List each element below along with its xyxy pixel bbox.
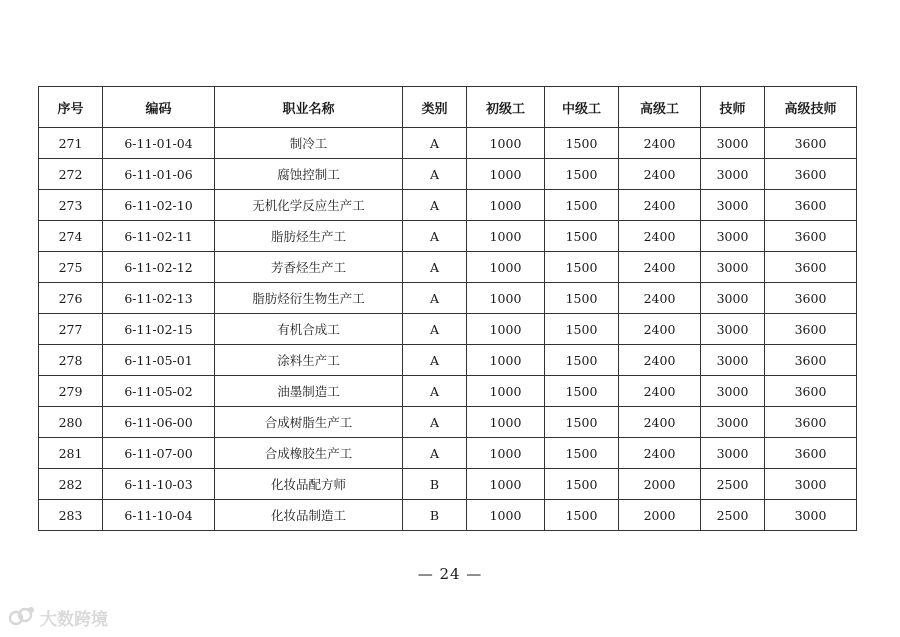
table-cell: 1500 — [545, 314, 619, 345]
table-cell: 3600 — [765, 221, 857, 252]
table-cell: 1000 — [467, 438, 545, 469]
table-row — [39, 190, 857, 221]
table-cell: 芳香烃生产工 — [215, 252, 403, 283]
table-cell: 3600 — [765, 128, 857, 159]
table-cell: 无机化学反应生产工 — [215, 190, 403, 221]
table-row — [39, 407, 857, 438]
table-cell: 1000 — [467, 469, 545, 500]
table-cell: 279 — [39, 376, 103, 407]
table-cell: 1500 — [545, 376, 619, 407]
table-cell: 6-11-06-00 — [103, 407, 215, 438]
watermark-logo-icon — [8, 605, 36, 629]
table-cell: 1500 — [545, 252, 619, 283]
table-cell: 2000 — [619, 500, 701, 531]
table-cell: A — [403, 345, 467, 376]
table-row — [39, 469, 857, 500]
table-cell: 1000 — [467, 159, 545, 190]
table-cell: 2400 — [619, 438, 701, 469]
watermark — [8, 603, 108, 631]
table-row — [39, 283, 857, 314]
table-cell: 3000 — [701, 190, 765, 221]
table-cell: 涂料生产工 — [215, 345, 403, 376]
table-cell: 3600 — [765, 159, 857, 190]
table-cell: 1500 — [545, 500, 619, 531]
header-cell: 初级工 — [467, 87, 545, 128]
table-cell: 273 — [39, 190, 103, 221]
table-cell: 272 — [39, 159, 103, 190]
table-cell: 2400 — [619, 252, 701, 283]
table-body — [39, 128, 857, 531]
table-cell: 1000 — [467, 407, 545, 438]
header-cell: 高级工 — [619, 87, 701, 128]
table-cell: 278 — [39, 345, 103, 376]
table-cell: 1000 — [467, 283, 545, 314]
table-cell: 6-11-07-00 — [103, 438, 215, 469]
table-cell: 3000 — [701, 345, 765, 376]
table-cell: 1500 — [545, 345, 619, 376]
table-cell: 合成橡胶生产工 — [215, 438, 403, 469]
table-cell: 2500 — [701, 469, 765, 500]
table-cell: 6-11-05-01 — [103, 345, 215, 376]
table-cell: 3600 — [765, 252, 857, 283]
table-cell: A — [403, 438, 467, 469]
table-cell: 3000 — [765, 500, 857, 531]
table-cell: 3000 — [701, 221, 765, 252]
table-cell: 化妆品制造工 — [215, 500, 403, 531]
table-cell: 2400 — [619, 345, 701, 376]
table-cell: A — [403, 221, 467, 252]
table-row — [39, 159, 857, 190]
header-cell: 编码 — [103, 87, 215, 128]
table-cell: 1000 — [467, 221, 545, 252]
table-row — [39, 128, 857, 159]
table-cell: A — [403, 314, 467, 345]
table-cell: A — [403, 252, 467, 283]
header-cell: 高级技师 — [765, 87, 857, 128]
table-cell: 6-11-02-13 — [103, 283, 215, 314]
table-cell: A — [403, 376, 467, 407]
table-cell: 3600 — [765, 345, 857, 376]
table-cell: 275 — [39, 252, 103, 283]
table-cell: 6-11-01-04 — [103, 128, 215, 159]
table-cell: 脂肪烃生产工 — [215, 221, 403, 252]
table-cell: 277 — [39, 314, 103, 345]
table-cell: 281 — [39, 438, 103, 469]
table-cell: 3000 — [701, 438, 765, 469]
occupation-table-container — [38, 86, 856, 531]
watermark-text: 大数跨境 — [40, 609, 108, 630]
table-cell: 2400 — [619, 159, 701, 190]
table-cell: A — [403, 190, 467, 221]
table-cell: 1500 — [545, 438, 619, 469]
table-cell: 1500 — [545, 221, 619, 252]
table-row — [39, 252, 857, 283]
table-cell: 283 — [39, 500, 103, 531]
table-cell: 3600 — [765, 438, 857, 469]
table-cell: A — [403, 128, 467, 159]
table-cell: 2400 — [619, 283, 701, 314]
table-cell: 1500 — [545, 128, 619, 159]
header-cell: 职业名称 — [215, 87, 403, 128]
table-cell: 3000 — [701, 252, 765, 283]
table-cell: 2500 — [701, 500, 765, 531]
table-cell: 276 — [39, 283, 103, 314]
table-cell: 3000 — [701, 159, 765, 190]
table-row — [39, 376, 857, 407]
table-cell: 2400 — [619, 407, 701, 438]
table-cell: 6-11-10-04 — [103, 500, 215, 531]
table-row — [39, 345, 857, 376]
table-cell: A — [403, 407, 467, 438]
table-cell: 化妆品配方师 — [215, 469, 403, 500]
table-cell: 合成树脂生产工 — [215, 407, 403, 438]
table-cell: B — [403, 500, 467, 531]
table-cell: 280 — [39, 407, 103, 438]
table-cell: 1000 — [467, 128, 545, 159]
table-cell: 有机合成工 — [215, 314, 403, 345]
table-cell: 3000 — [701, 407, 765, 438]
table-cell: 1000 — [467, 190, 545, 221]
table-cell: 3000 — [701, 376, 765, 407]
table-cell: 271 — [39, 128, 103, 159]
table-cell: 1500 — [545, 283, 619, 314]
table-cell: 2000 — [619, 469, 701, 500]
table-cell: B — [403, 469, 467, 500]
header-cell: 类别 — [403, 87, 467, 128]
occupation-subsidy-table — [38, 86, 857, 531]
table-cell: A — [403, 283, 467, 314]
page-number: — 24 — — [417, 565, 483, 583]
table-cell: 6-11-10-03 — [103, 469, 215, 500]
table-cell: 282 — [39, 469, 103, 500]
table-cell: 1000 — [467, 345, 545, 376]
table-cell: 1000 — [467, 314, 545, 345]
table-cell: 油墨制造工 — [215, 376, 403, 407]
table-cell: 1500 — [545, 190, 619, 221]
table-cell: 6-11-05-02 — [103, 376, 215, 407]
table-row — [39, 221, 857, 252]
table-cell: 2400 — [619, 128, 701, 159]
table-cell: 2400 — [619, 221, 701, 252]
table-cell: 3600 — [765, 314, 857, 345]
table-cell: 3000 — [701, 314, 765, 345]
table-row — [39, 500, 857, 531]
table-cell: 腐蚀控制工 — [215, 159, 403, 190]
table-cell: 2400 — [619, 376, 701, 407]
table-cell: 6-11-02-15 — [103, 314, 215, 345]
table-cell: 3600 — [765, 376, 857, 407]
table-cell: 1500 — [545, 159, 619, 190]
header-cell: 序号 — [39, 87, 103, 128]
table-cell: 6-11-02-11 — [103, 221, 215, 252]
table-cell: 3600 — [765, 190, 857, 221]
table-cell: 274 — [39, 221, 103, 252]
table-cell: 1500 — [545, 469, 619, 500]
table-cell: 1000 — [467, 500, 545, 531]
table-row — [39, 438, 857, 469]
table-cell: 3600 — [765, 283, 857, 314]
table-cell: 3000 — [765, 469, 857, 500]
header-cell: 技师 — [701, 87, 765, 128]
table-cell: 3000 — [701, 283, 765, 314]
table-row — [39, 314, 857, 345]
table-cell: 1000 — [467, 376, 545, 407]
table-cell: 6-11-02-12 — [103, 252, 215, 283]
table-cell: 2400 — [619, 314, 701, 345]
table-cell: 制冷工 — [215, 128, 403, 159]
table-cell: 1000 — [467, 252, 545, 283]
table-cell: 脂肪烃衍生物生产工 — [215, 283, 403, 314]
table-cell: 3600 — [765, 407, 857, 438]
table-cell: 1500 — [545, 407, 619, 438]
table-cell: 2400 — [619, 190, 701, 221]
table-cell: 6-11-02-10 — [103, 190, 215, 221]
header-cell: 中级工 — [545, 87, 619, 128]
table-cell: 3000 — [701, 128, 765, 159]
table-cell: A — [403, 159, 467, 190]
table-header-row — [39, 87, 857, 128]
table-cell: 6-11-01-06 — [103, 159, 215, 190]
